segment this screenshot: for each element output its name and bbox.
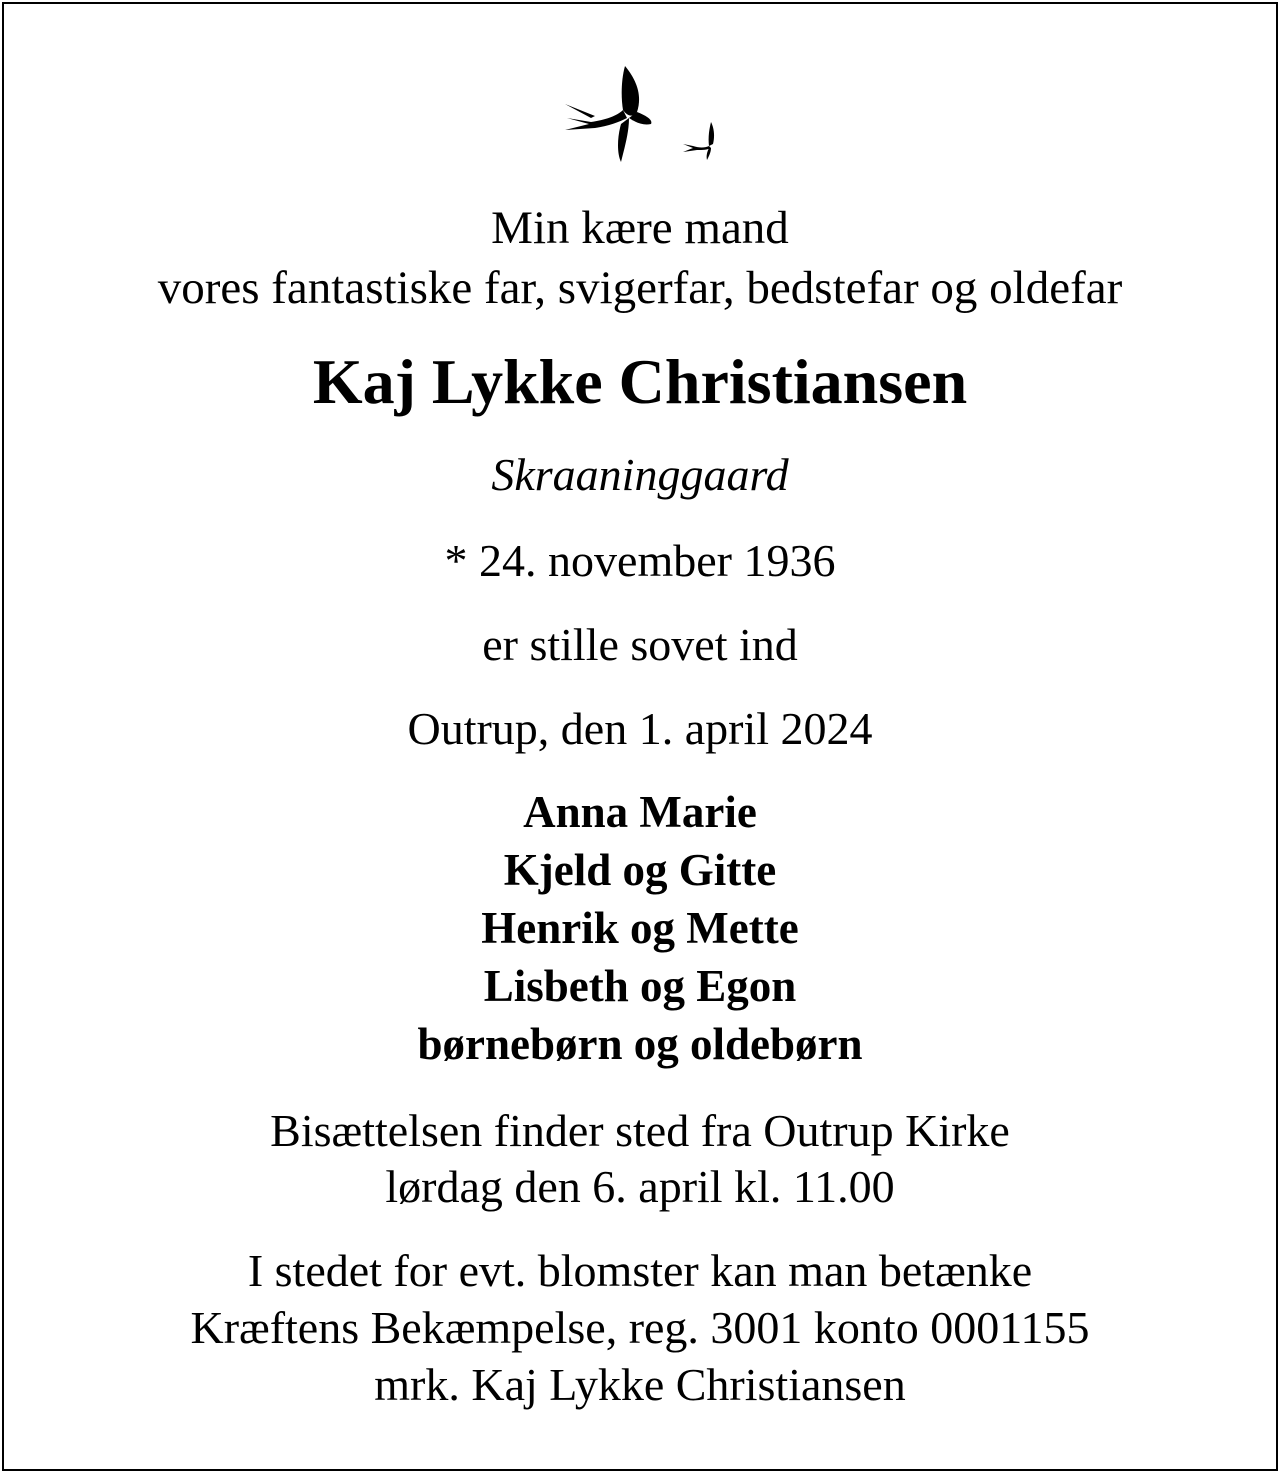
small-swallow-icon (683, 122, 714, 160)
intro-line-1: Min kære mand (491, 202, 789, 254)
deceased-place: Skraaninggaard (491, 449, 789, 500)
family-member: Henrik og Mette (481, 903, 799, 953)
donation-line-2: Kræftens Bekæmpelse, reg. 3001 konto 0001155 (190, 1302, 1090, 1353)
birth-date: * 24. november 1936 (444, 535, 836, 586)
death-date-place: Outrup, den 1. april 2024 (407, 703, 873, 754)
donation-line-3: mrk. Kaj Lykke Christiansen (374, 1359, 906, 1410)
family-member: Lisbeth og Egon (483, 961, 797, 1011)
family-member: børnebørn og oldebørn (417, 1019, 863, 1069)
swallows-icon (555, 58, 735, 168)
funeral-line-1: Bisættelsen finder sted fra Outrup Kirke (270, 1105, 1010, 1156)
intro-line-2: vores fantastiske far, svigerfar, bedstefar og oldefar (157, 262, 1123, 314)
family-member: Anna Marie (523, 787, 757, 837)
funeral-line-2: lørdag den 6. april kl. 11.00 (385, 1161, 895, 1212)
deceased-name: Kaj Lykke Christiansen (312, 346, 968, 417)
donation-line-1: I stedet for evt. blomster kan man betænke (247, 1245, 1033, 1296)
family-member: Kjeld og Gitte (503, 845, 777, 895)
large-swallow-icon (565, 66, 651, 162)
passed-text: er stille sovet ind (482, 619, 798, 670)
